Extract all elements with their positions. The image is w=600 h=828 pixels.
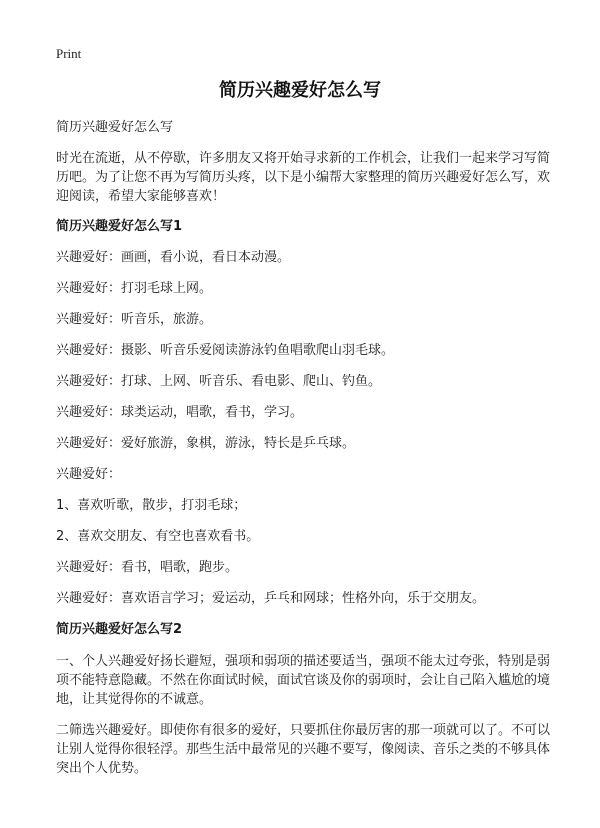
section-1-heading: 简历兴趣爱好怎么写1 [56,219,183,234]
list-item: 兴趣爱好：听音乐，旅游。 [56,312,213,327]
list-item: 兴趣爱好：球类运动，唱歌，看书，学习。 [56,405,304,420]
list-item: 兴趣爱好：爱好旅游，象棋，游泳，特长是乒乓球。 [56,436,356,451]
list-item: 1、喜欢听歌，散步，打羽毛球； [56,498,247,513]
section-1-list [56,249,552,608]
list-item: 兴趣爱好：看书，唱歌，跑步。 [56,560,239,575]
intro-paragraph: 时光在流逝，从不停歇，许多朋友又将开始寻求新的工作机会，让我们一起来学习写简历吧。为了让您不再为写简历头疼，以下是小编帮大家整理的简历兴趣爱好怎么写，欢迎阅读，希望大家能够喜欢！ [56,151,551,204]
document-title: 简历兴趣爱好怎么写 [219,80,381,101]
section-2-heading: 简历兴趣爱好怎么写2 [56,622,183,637]
list-item: 2、喜欢交朋友、有空也喜欢看书。 [56,529,260,544]
list-item: 兴趣爱好：摄影、听音乐爱阅读游泳钓鱼唱歌爬山羽毛球。 [56,343,395,358]
list-item: 兴趣爱好：打羽毛球上网。 [56,281,213,296]
document-body [56,119,552,790]
section-2-paragraph: 一、个人兴趣爱好扬长避短，强项和弱项的描述要适当，强项不能太过夸张，特别是弱项不能特意隐藏。不然在你面试时候，面试官谈及你的弱项时，会让自己陷入尴尬的境地，让其觉得你的不诚意。 [56,654,551,707]
list-item: 兴趣爱好：打球、上网、听音乐、看电影、爬山、钓鱼。 [56,374,382,389]
list-item: 兴趣爱好：喜欢语言学习；爱运动，乒乓和网球；性格外向，乐于交朋友。 [56,591,486,606]
section-2-paragraph: 二筛选兴趣爱好。即使你有很多的爱好，只要抓住你最厉害的那一项就可以了。不可以让别人觉得你很轻浮。那些生活中最常见的兴趣不要写，像阅读、音乐之类的不够具体突出个人优势。 [56,723,551,776]
document-subtitle: 简历兴趣爱好怎么写 [56,120,174,135]
list-item: 兴趣爱好： [56,467,122,482]
list-item: 兴趣爱好：画画，看小说，看日本动漫。 [56,250,291,265]
print-link[interactable]: Print [56,46,82,61]
